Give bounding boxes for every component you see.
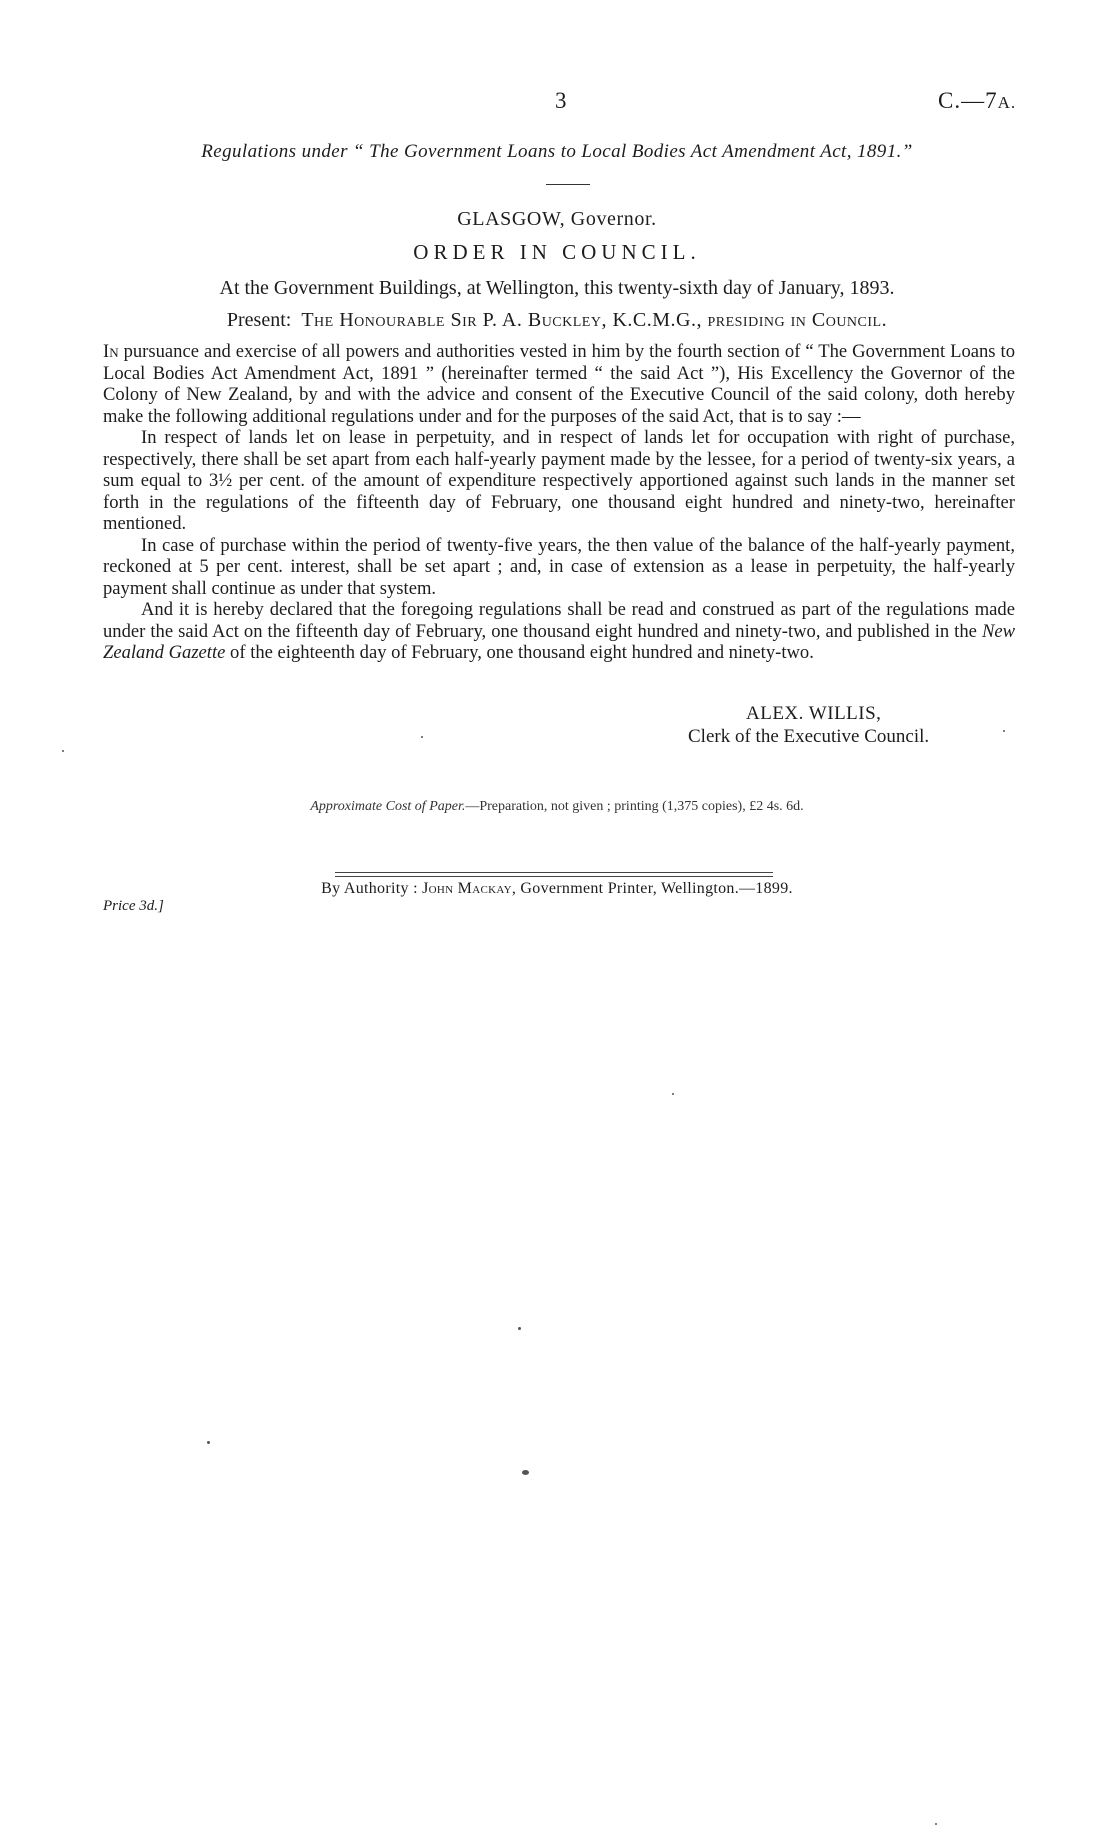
document-reference-main: C.—7 — [938, 88, 998, 113]
present-label: Present: — [226, 309, 292, 331]
title-divider — [546, 184, 590, 185]
scan-speck — [522, 1470, 529, 1475]
drop-word: In — [103, 341, 119, 362]
scan-speck — [1003, 730, 1005, 732]
body-paragraph-2: In respect of lands let on lease in perpetuity, and in respect of lands let for occupation with right of purchase, respectively, there shall be set apart from each half-yearly payment made by the lessee, for a period of twenty-six years, a sum equal to 3½ per cent. of the amount of expenditure respectively apportioned against such lands in the manner set forth in the regulations of the fifteenth day of February, one thousand eight hundred and ninety-two, hereinafter mentioned. — [103, 427, 1015, 534]
paragraph-1-text: pursuance and exercise of all powers and authorities vested in him by the fourth section of “ The Government Loans to Local Bodies Act Amendment Act, 1891 ” (hereinafter termed “ the said Act ”), His Excellency the Governor of the Colony of New Zealand, by and with the advice and consent of the Executive Council of the said colony, doth hereby make the following additional regulations under and for the purposes of the said Act, that is to say :— — [103, 341, 1015, 427]
scan-speck — [207, 1441, 210, 1444]
regulations-title: Regulations under “ The Government Loans to Local Bodies Act Amendment Act, 1891.” — [201, 141, 913, 162]
imprint-divider — [335, 872, 773, 877]
signatory-name: ALEX. WILLIS, — [746, 703, 882, 724]
scan-speck — [421, 736, 423, 738]
scan-speck — [935, 1823, 937, 1825]
page-number: 3 — [555, 88, 567, 113]
paragraph-4-text-after: of the eighteenth day of February, one thousand eight hundred and ninety-two. — [225, 642, 814, 663]
cost-note-label: Approximate Cost of Paper. — [310, 799, 466, 814]
gazette-title: New Zealand Gazette — [103, 620, 1015, 663]
printer-imprint — [0, 880, 1114, 898]
scan-speck — [62, 750, 64, 752]
printer-name: John Mackay — [422, 880, 512, 897]
cost-note-text: —Preparation, not given ; printing (1,375 copies), £2 4s. 6d. — [465, 799, 804, 814]
cost-note — [0, 799, 1114, 815]
scan-speck — [672, 1093, 674, 1095]
present-names: The Honourable Sir P. A. Buckley, K.C.M.G., presiding in Council. — [301, 309, 888, 331]
body-paragraph-1 — [103, 341, 1015, 427]
place-date-line: At the Government Buildings, at Wellington, this twenty-sixth day of January, 1893. — [219, 277, 895, 299]
body-paragraph-4 — [103, 599, 1015, 664]
order-in-council-heading: ORDER IN COUNCIL. — [413, 240, 701, 264]
present-line — [0, 309, 1114, 332]
document-reference-suffix: A. — [997, 93, 1017, 112]
imprint-prefix: By Authority : — [321, 880, 423, 897]
order-body — [103, 341, 1015, 664]
body-paragraph-3: In case of purchase within the period of twenty-five years, the then value of the balance of the half-yearly payment, reckoned at 5 per cent. interest, shall be set apart ; and, in case of extension as a lease in perpetuity, the half-yearly payment shall continue as under that system. — [103, 534, 1015, 599]
signatory-title: Clerk of the Executive Council. — [688, 726, 930, 747]
governor-line: GLASGOW, Governor. — [457, 208, 657, 230]
price-note: Price 3d.] — [103, 898, 164, 914]
document-reference — [938, 88, 1016, 114]
imprint-suffix: , Government Printer, Wellington.—1899. — [511, 880, 793, 897]
paragraph-4-text-before: And it is hereby declared that the foregoing regulations shall be read and construed as part of the regulations made under the said Act on the fifteenth day of February, one thousand eight hundred and ninety-two, and published in the — [103, 599, 1015, 642]
scan-speck — [518, 1327, 521, 1330]
